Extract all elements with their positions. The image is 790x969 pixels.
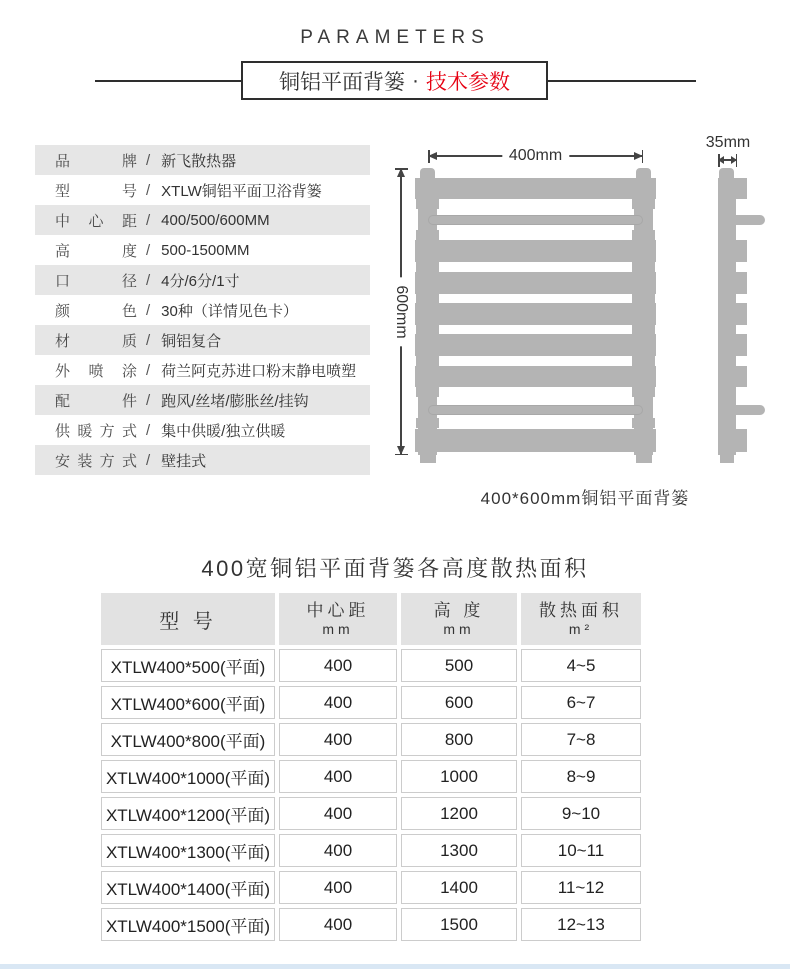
cell-heat-area: 12~13: [521, 908, 641, 941]
side-view-bar-tab: [736, 272, 747, 294]
spec-label: 型号: [55, 182, 137, 200]
spec-row-install-mode: [35, 445, 370, 475]
pipe-joint: [632, 387, 655, 397]
title-separator: ·: [412, 68, 419, 92]
spec-label: 颜色: [55, 302, 137, 320]
side-view-bar-tab: [736, 366, 747, 387]
pipe-joint: [416, 262, 439, 272]
towel-rail-bottom: [428, 405, 643, 415]
radiator-bar: [415, 303, 656, 325]
cell-height: 1400: [401, 871, 517, 904]
side-view-rail-hook: [736, 405, 765, 415]
cell-model: XTLW400*600(平面): [101, 686, 275, 719]
cell-height: 600: [401, 686, 517, 719]
table-row: [101, 871, 641, 904]
cell-center-distance: 400: [279, 834, 397, 867]
side-view-rail-hook: [736, 215, 765, 225]
spec-value: 400/500/600MM: [161, 211, 270, 229]
arrow-right-icon: [731, 156, 737, 164]
header-unit: mm: [443, 620, 475, 637]
header-unit: m²: [568, 620, 594, 637]
spec-row-brand: [35, 145, 370, 175]
spec-value: XTLW铜铝平面卫浴背篓: [161, 182, 322, 200]
spec-value: 荷兰阿克苏进口粉末静电喷塑: [161, 362, 357, 380]
radiator-bar: [415, 366, 656, 387]
pipe-joint: [632, 356, 655, 366]
header-model: [101, 593, 275, 645]
cell-center-distance: 400: [279, 908, 397, 941]
spec-row-heating-mode: [35, 415, 370, 445]
side-view-bar-tab: [736, 240, 747, 262]
width-dimension: [428, 148, 643, 164]
radiator-bar: [415, 178, 656, 199]
spec-label: 口径: [55, 272, 137, 290]
cell-center-distance: 400: [279, 760, 397, 793]
diagram-caption: 400*600mm铜铝平面背篓: [480, 489, 690, 508]
radiator-bar: [415, 272, 656, 294]
side-view-pipe: [718, 178, 736, 455]
cell-height: 1000: [401, 760, 517, 793]
cell-center-distance: 400: [279, 686, 397, 719]
header-height: [401, 593, 517, 645]
spec-slash: /: [146, 331, 151, 349]
header-unit: mm: [322, 620, 354, 637]
header-label: 散热面积: [539, 601, 623, 621]
pipe-joint: [632, 262, 655, 272]
cell-heat-area: 11~12: [521, 871, 641, 904]
spec-slash: /: [146, 211, 151, 229]
arrow-down-icon: [397, 446, 405, 455]
spec-label: 配件: [55, 392, 137, 410]
cell-model: XTLW400*1000(平面): [101, 760, 275, 793]
height-dimension-label: 600mm: [392, 277, 410, 346]
arrow-left-icon: [718, 156, 724, 164]
pipe-joint: [632, 230, 655, 240]
title-box: [241, 61, 548, 100]
header-label: 高 度: [433, 601, 485, 621]
spec-row-color: [35, 295, 370, 325]
side-view-bar-tab: [736, 429, 747, 452]
cell-height: 1300: [401, 834, 517, 867]
spec-slash: /: [146, 451, 151, 469]
table-row: [101, 908, 641, 941]
spec-slash: /: [146, 421, 151, 439]
table-row: [101, 834, 641, 867]
cell-model: XTLW400*1200(平面): [101, 797, 275, 830]
table-row: [101, 686, 641, 719]
table-row: [101, 797, 641, 830]
pipe-joint: [632, 418, 655, 428]
spec-row-accessories: [35, 385, 370, 415]
cell-height: 500: [401, 649, 517, 682]
arrow-right-icon: [634, 152, 643, 160]
pipe-joint: [632, 325, 655, 334]
spec-label: 高度: [55, 242, 137, 260]
cell-center-distance: 400: [279, 871, 397, 904]
side-view-bar-tab: [736, 303, 747, 325]
spec-value: 壁挂式: [161, 452, 207, 470]
cell-height: 800: [401, 723, 517, 756]
spec-label: 供暖方式: [55, 422, 137, 440]
spec-row-height: [35, 235, 370, 265]
cell-center-distance: 400: [279, 797, 397, 830]
spec-label: 中心距: [55, 212, 137, 230]
size-table-title: 400宽铜铝平面背篓各高度散热面积: [201, 556, 589, 581]
header-label: 中心距: [306, 601, 370, 621]
spec-label: 安装方式: [55, 452, 137, 470]
spec-value: 500-1500MM: [161, 241, 250, 259]
depth-dimension-label: 35mm: [705, 134, 751, 151]
spec-value: 30种（详情见色卡）: [161, 302, 298, 320]
table-row: [101, 723, 641, 756]
eyebrow-text: PARAMETERS: [300, 27, 490, 48]
pipe-joint: [416, 230, 439, 240]
cell-model: XTLW400*1300(平面): [101, 834, 275, 867]
title-highlight: 技术参数: [426, 70, 510, 94]
pipe-joint: [416, 418, 439, 428]
radiator-foot-left: [420, 452, 436, 463]
spec-row-model: [35, 175, 370, 205]
side-view-bar-tab: [736, 334, 747, 356]
spec-label: 材质: [55, 332, 137, 350]
title-right-line: [548, 80, 696, 82]
cell-heat-area: 8~9: [521, 760, 641, 793]
spec-slash: /: [146, 271, 151, 289]
radiator-bar: [415, 334, 656, 356]
spec-slash: /: [146, 301, 151, 319]
spec-row-center-distance: [35, 205, 370, 235]
cell-heat-area: 10~11: [521, 834, 641, 867]
spec-label: 品牌: [55, 152, 137, 170]
arrow-left-icon: [428, 152, 437, 160]
header-heat-area: [521, 593, 641, 645]
spec-slash: /: [146, 151, 151, 169]
side-view-bar-tab: [736, 178, 747, 199]
spec-value: 铜铝复合: [161, 332, 222, 350]
radiator-bar: [415, 240, 656, 262]
radiator-foot-right: [636, 452, 652, 463]
header-label: 型 号: [159, 610, 217, 633]
arrow-up-icon: [397, 168, 405, 177]
size-table: [101, 593, 641, 941]
height-dimension: [393, 168, 408, 455]
spec-value: 集中供暖/独立供暖: [161, 422, 286, 440]
cell-height: 1500: [401, 908, 517, 941]
pipe-joint: [416, 294, 439, 303]
pipe-joint: [416, 387, 439, 397]
spec-value: 跑风/丝堵/膨胀丝/挂钩: [161, 392, 309, 410]
spec-slash: /: [146, 241, 151, 259]
pipe-joint: [416, 356, 439, 366]
cell-heat-area: 7~8: [521, 723, 641, 756]
side-view-foot: [720, 452, 734, 463]
cell-center-distance: 400: [279, 649, 397, 682]
size-table-header-row: [101, 593, 641, 645]
depth-dimension: [718, 152, 737, 168]
spec-value: 4分/6分/1寸: [161, 272, 240, 290]
cell-heat-area: 4~5: [521, 649, 641, 682]
cell-model: XTLW400*500(平面): [101, 649, 275, 682]
spec-label: 外喷涂: [55, 362, 137, 380]
cell-heat-area: 9~10: [521, 797, 641, 830]
spec-row-caliber: [35, 265, 370, 295]
spec-slash: /: [146, 391, 151, 409]
pipe-joint: [632, 199, 655, 209]
table-row: [101, 760, 641, 793]
cell-model: XTLW400*1400(平面): [101, 871, 275, 904]
title-product-name: 铜铝平面背篓: [279, 70, 405, 94]
pipe-joint: [416, 199, 439, 209]
cell-model: XTLW400*1500(平面): [101, 908, 275, 941]
radiator-diagram: [380, 135, 790, 515]
width-dimension-label: 400mm: [502, 147, 569, 165]
spec-row-material: [35, 325, 370, 355]
spec-slash: /: [146, 181, 151, 199]
table-row: [101, 649, 641, 682]
bottom-accent-strip: [0, 964, 790, 969]
radiator-bar: [415, 429, 656, 452]
cell-height: 1200: [401, 797, 517, 830]
cell-center-distance: 400: [279, 723, 397, 756]
title-left-line: [95, 80, 241, 82]
pipe-joint: [416, 325, 439, 334]
spec-table: [35, 145, 370, 475]
spec-slash: /: [146, 361, 151, 379]
spec-row-coating: [35, 355, 370, 385]
cell-heat-area: 6~7: [521, 686, 641, 719]
cell-model: XTLW400*800(平面): [101, 723, 275, 756]
towel-rail-top: [428, 215, 643, 225]
header-center-distance: [279, 593, 397, 645]
pipe-joint: [632, 294, 655, 303]
spec-value: 新飞散热器: [161, 152, 237, 170]
